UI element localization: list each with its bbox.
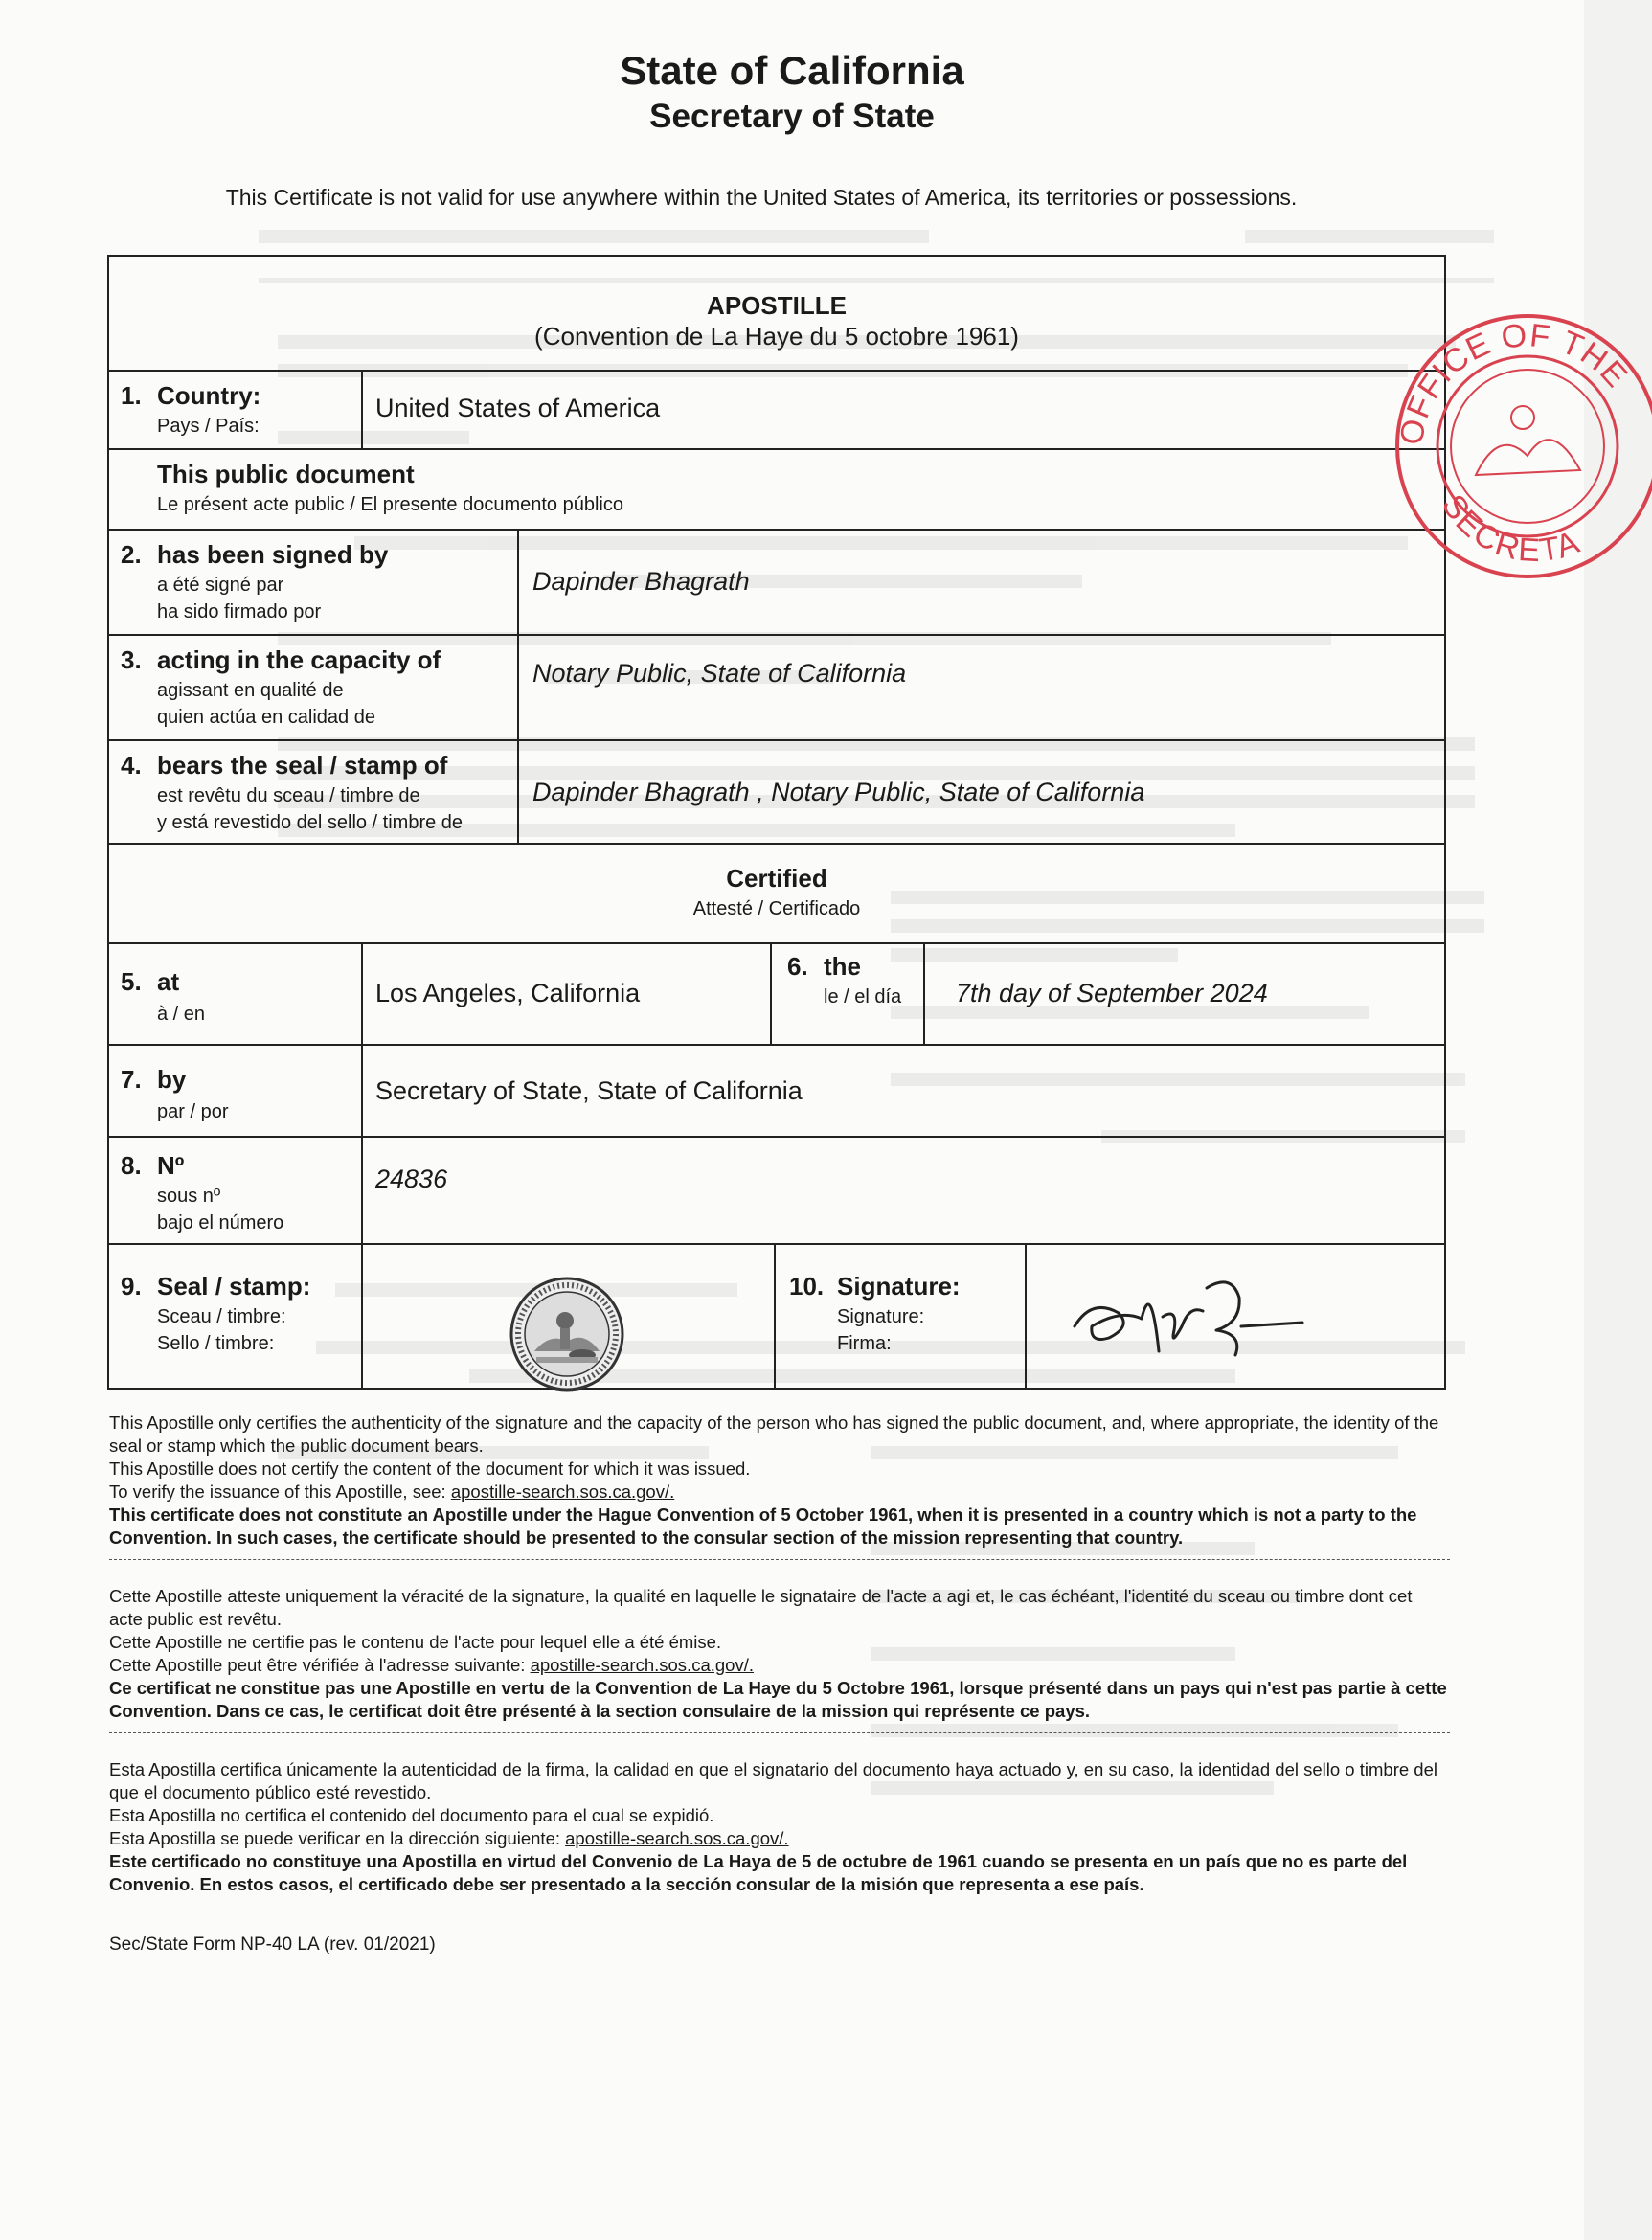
seal-of-value: Dapinder Bhagrath , Notary Public, State of California <box>532 778 1145 806</box>
seal-stamp-number: 9. <box>121 1272 142 1301</box>
number-sublabel-es: bajo el número <box>157 1212 284 1233</box>
validity-notice: This Certificate is not valid for use anywhere within the United States of America, its territories or possessions. <box>225 185 1298 210</box>
page-title: State of California <box>620 48 964 93</box>
public-document-label: This public document <box>157 460 415 488</box>
date-number: 6. <box>787 952 808 981</box>
at-number: 5. <box>121 967 142 996</box>
footer-en-4: This certificate does not constitute an Apostille under the Hague Convention of 5 October 1961, when it is presented in a country which is not a party to the Convention. In such cases, the certificate should be presented to the consular section of the mission representing that country. <box>109 1505 1417 1548</box>
signature-sublabel-fr: Signature: <box>837 1306 925 1327</box>
date-value: 7th day of September 2024 <box>956 979 1268 1007</box>
divider <box>109 1732 1450 1733</box>
country-number: 1. <box>121 381 142 410</box>
signature-label: Signature: <box>837 1272 961 1301</box>
public-document-sublabel: Le présent acte public / El presente documento público <box>157 494 623 515</box>
country-value: United States of America <box>375 394 661 422</box>
seal-of-sublabel-fr: est revêtu du sceau / timbre de <box>157 785 420 806</box>
country-label: Country: <box>157 381 261 410</box>
form-identifier: Sec/State Form NP-40 LA (rev. 01/2021) <box>109 1935 436 1955</box>
at-value: Los Angeles, California <box>375 979 641 1007</box>
by-number: 7. <box>121 1065 142 1094</box>
stamp-top-text: OFFICE OF THE <box>1392 316 1636 448</box>
seal-stamp-sublabel-es: Sello / timbre: <box>157 1333 275 1354</box>
footer-en-2: This Apostille does not certify the content of the document for which it was issued. <box>109 1459 751 1479</box>
seal-stamp-sublabel-fr: Sceau / timbre: <box>157 1306 286 1327</box>
signature-number: 10. <box>789 1272 825 1301</box>
number-label: Nº <box>157 1151 185 1180</box>
verification-link-es[interactable]: apostille-search.sos.ca.gov/. <box>565 1828 789 1848</box>
footer-en-3: To verify the issuance of this Apostille, see: apostille-search.sos.ca.gov/. <box>109 1482 675 1502</box>
by-label: by <box>157 1065 187 1094</box>
footer-fr-4: Ce certificat ne constitue pas une Apostille en vertu de la Convention de La Haye du 5 Octobre 1961, lorsque présenté dans un pays qui n'est pas partie à cette Convention. Dans ce cas, le certificat doit être présenté à la section consulaire de la mission qui représente ce pays. <box>109 1678 1447 1721</box>
footer-es-1: Esta Apostilla certifica únicamente la autenticidad de la firma, la calidad en que el signatario del documento haya actuado y, en su caso, la identidad del sello o timbre del que el documento público esté revestido. <box>109 1759 1437 1802</box>
capacity-label: acting in the capacity of <box>157 645 441 674</box>
date-sublabel: le / el día <box>824 986 902 1007</box>
footer-fr-1: Cette Apostille atteste uniquement la véracité de la signature, la qualité en laquelle le signataire de l'acte a agi et, le cas échéant, l'identité du sceau ou timbre dont cet acte public est revêtu. <box>109 1586 1413 1629</box>
great-seal-icon <box>508 1275 626 1393</box>
capacity-number: 3. <box>121 645 142 674</box>
by-value: Secretary of State, State of California <box>375 1076 803 1105</box>
footer-es-4: Este certificado no constituye una Apostilla en virtud del Convenio de La Haya de 5 de octubre de 1961 cuando se presenta en un país que no es parte del Convenio. En estos casos, el certificado debe ser presentado a la sección consular de la misión que representa a ese país. <box>109 1851 1408 1894</box>
seal-stamp-label: Seal / stamp: <box>157 1272 311 1301</box>
page-subtitle: Secretary of State <box>649 98 935 135</box>
footer-es-2: Esta Apostilla no certifica el contenido del documento para el cual se expidió. <box>109 1805 714 1825</box>
apostille-title: APOSTILLE <box>707 291 847 320</box>
by-sublabel: par / por <box>157 1101 229 1122</box>
signed-by-number: 2. <box>121 540 142 569</box>
capacity-sublabel-es: quien actúa en calidad de <box>157 707 375 728</box>
apostille-convention: (Convention de La Haye du 5 octobre 1961) <box>534 322 1019 351</box>
signed-by-value: Dapinder Bhagrath <box>532 567 750 596</box>
handwritten-signature <box>1063 1259 1312 1365</box>
apostille-footer <box>109 1412 1450 1896</box>
seal-of-label: bears the seal / stamp of <box>157 751 448 780</box>
signed-by-sublabel-fr: a été signé par <box>157 575 284 596</box>
at-sublabel: à / en <box>157 1004 206 1025</box>
at-label: at <box>157 967 180 996</box>
number-value: 24836 <box>375 1165 448 1193</box>
seal-of-number: 4. <box>121 751 142 780</box>
stamp-bottom-text: SECRETA <box>1434 487 1586 570</box>
capacity-sublabel-fr: agissant en qualité de <box>157 680 344 701</box>
footer-fr-3: Cette Apostille peut être vérifiée à l'adresse suivante: apostille-search.sos.ca.gov/. <box>109 1655 754 1675</box>
seal-of-sublabel-es: y está revestido del sello / timbre de <box>157 812 464 833</box>
signed-by-label: has been signed by <box>157 540 389 569</box>
certified-label: Certified <box>726 864 827 893</box>
date-label: the <box>824 952 861 981</box>
country-sublabel: Pays / País: <box>157 416 260 437</box>
number-number: 8. <box>121 1151 142 1180</box>
signed-by-sublabel-es: ha sido firmado por <box>157 601 322 622</box>
footer-fr-2: Cette Apostille ne certifie pas le contenu de l'acte pour lequel elle a été émise. <box>109 1632 722 1652</box>
verification-link-fr[interactable]: apostille-search.sos.ca.gov/. <box>530 1655 754 1675</box>
footer-es-3: Esta Apostilla se puede verificar en la dirección siguiente: apostille-search.sos.ca.gov/. <box>109 1828 789 1848</box>
certified-sublabel: Attesté / Certificado <box>692 898 861 919</box>
footer-en-1: This Apostille only certifies the authenticity of the signature and the capacity of the person who has signed the public document, and, where appropriate, the identity of the seal or stamp which the public document bears. <box>109 1413 1439 1456</box>
divider <box>109 1559 1450 1560</box>
verification-link-en[interactable]: apostille-search.sos.ca.gov/. <box>450 1482 675 1502</box>
secretary-of-state-stamp-icon <box>1384 303 1652 580</box>
capacity-value: Notary Public, State of California <box>532 659 907 688</box>
number-sublabel-fr: sous nº <box>157 1186 221 1207</box>
apostille-table <box>107 255 1446 1390</box>
signature-sublabel-es: Firma: <box>837 1333 892 1354</box>
